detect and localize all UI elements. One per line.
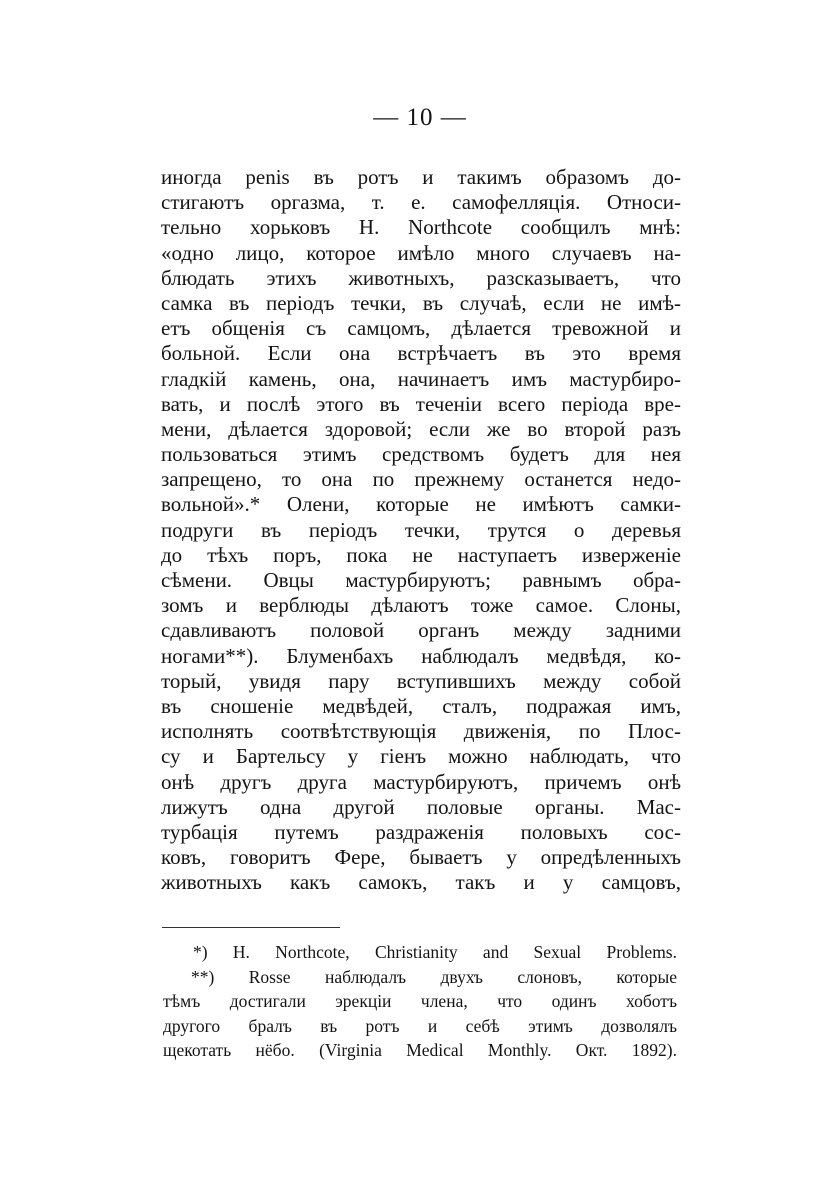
- text-line: сдавливаютъ половой органъ между задними: [161, 618, 681, 643]
- text-line: лижутъ одна другой половые органы. Мас-: [161, 794, 681, 819]
- text-line: въ сношеніе медвѣдей, сталъ, подражая имъ,: [161, 693, 681, 718]
- text-line: тельно хорьковъ H. Northcote сообщилъ мнѣ:: [161, 215, 681, 240]
- text-line: етъ общенія съ самцомъ, дѣлается тревожной и: [161, 316, 681, 341]
- text-line: ногами**). Блуменбахъ наблюдалъ медвѣдя, ко-: [161, 643, 681, 668]
- text-line: мени, дѣлается здоровой; если же во второй разъ: [161, 416, 681, 441]
- footnote-line: тѣмъ достигали эрекціи члена, что одинъ хоботъ: [163, 991, 677, 1012]
- text-line: су и Бартельсу у гіенъ можно наблюдать, что: [161, 744, 681, 769]
- text-line: турбація путемъ раздраженія половыхъ сос-: [161, 819, 681, 844]
- text-line: «одно лицо, которое имѣло много случаевъ на-: [161, 240, 681, 265]
- footnote-separator: [162, 927, 340, 928]
- footnote-line: **) Rosse наблюдалъ двухъ слоновъ, которые: [191, 966, 677, 987]
- text-line: вольной».* Олени, которые не имѣютъ самки-: [161, 492, 681, 517]
- text-line: больной. Если она встрѣчаетъ въ это время: [161, 341, 681, 366]
- text-line: вать, и послѣ этого въ теченіи всего періода вре-: [161, 391, 681, 416]
- text-line: сѣмени. Овцы мастурбируютъ; равнымъ обра-: [161, 568, 681, 592]
- text-line: подруги въ періодъ течки, трутся о деревья: [161, 517, 681, 542]
- footnote-2: [163, 965, 677, 1063]
- footnote-line: щекотать нёбо. (Virginia Medical Monthly. Окт. 1892).: [163, 1040, 677, 1061]
- text-line: онѣ другъ друга мастурбируютъ, причемъ онѣ: [161, 769, 681, 794]
- text-line: зомъ и верблюды дѣлаютъ тоже самое. Слоны,: [161, 593, 681, 618]
- text-line: животныхъ какъ самокъ, такъ и у самцовъ,: [161, 870, 681, 895]
- main-text: [161, 165, 681, 895]
- page-number: — 10 —: [373, 104, 467, 131]
- footnotes: [163, 940, 677, 1063]
- text-line: блюдать этихъ животныхъ, разсказываетъ, что: [161, 265, 681, 290]
- footnote-1: *) H. Northcote, Christianity and Sexual Problems.: [193, 942, 677, 962]
- text-line: пользоваться этимъ средствомъ будетъ для нея: [161, 442, 681, 467]
- text-line: гладкій камень, она, начинаетъ имъ мастурбиро-: [161, 366, 681, 391]
- footnote-line: другого бралъ въ ротъ и себѣ этимъ дозволялъ: [163, 1015, 677, 1036]
- text-line: исполнять соотвѣтствующія движенія, по Плос-: [161, 719, 681, 744]
- text-line: до тѣхъ поръ, пока не наступаетъ изверженіе: [161, 542, 681, 567]
- text-line: самка въ періодъ течки, въ случаѣ, если не имѣ-: [161, 290, 681, 315]
- text-line: иногда penis въ ротъ и такимъ образомъ до-: [161, 165, 681, 189]
- text-line: стигаютъ оргазма, т. е. самофелляція. Относи-: [161, 190, 681, 215]
- text-line: ковъ, говоритъ Фере, бываетъ у опредѣленныхъ: [161, 845, 681, 870]
- text-line: запрещено, то она по прежнему останется недо-: [161, 467, 681, 492]
- text-line: торый, увидя пару вступившихъ между собой: [161, 668, 681, 693]
